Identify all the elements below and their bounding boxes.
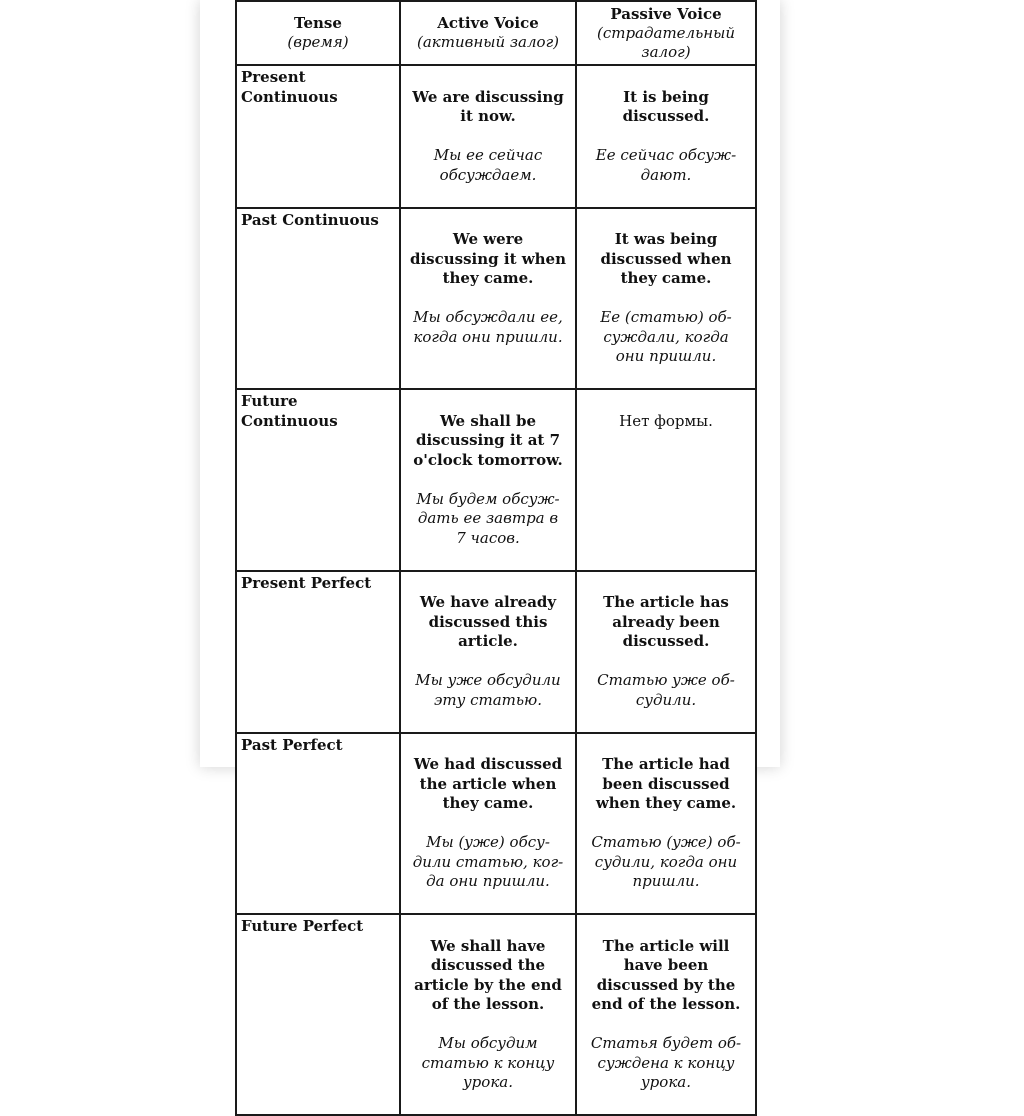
table-row [236, 389, 756, 571]
passive-english: It is being discussed. [622, 87, 710, 125]
active-english: We were discussing it when they came. [410, 230, 566, 287]
passive-russian: Ее (статью) об- суждали, когда они пришли. [600, 308, 732, 365]
header-tense [236, 1, 400, 65]
active-example [400, 733, 576, 915]
active-example [400, 208, 576, 390]
passive-example [576, 389, 756, 571]
passive-example [576, 733, 756, 915]
passive-russian: Статья будет об- суждена к концу урока. [590, 1034, 742, 1091]
table-row [236, 914, 756, 1115]
passive-english: The article had been discussed when they came. [595, 755, 737, 812]
passive-english: The article has already been discussed. [603, 593, 729, 650]
active-english: We have already discussed this article. [419, 593, 557, 650]
active-russian: Мы (уже) обсу- дили статью, ког- да они пришли. [412, 833, 564, 890]
tense-name: Past Perfect [236, 733, 400, 915]
passive-example [576, 571, 756, 733]
header-active-ru: (активный залог) [416, 33, 560, 51]
active-russian: Мы уже обсудили эту статью. [415, 671, 561, 709]
table-row [236, 571, 756, 733]
header-passive-ru: (страдательный залог) [596, 23, 736, 61]
header-tense-ru: (время) [287, 33, 349, 51]
passive-english: It was being discussed when they came. [600, 230, 732, 287]
active-example [400, 914, 576, 1115]
passive-russian: Статью (уже) об- судили, когда они пришли. [591, 833, 741, 890]
tense-name: Past Continuous [236, 208, 400, 390]
tense-name: Future Continuous [236, 389, 400, 571]
passive-russian: Ее сейчас обсуж- дают. [595, 146, 737, 184]
tense-voice-table [235, 0, 757, 1116]
active-english: We shall have discussed the article by the end of the lesson. [414, 936, 562, 1013]
passive-example [576, 65, 756, 208]
header-active [400, 1, 576, 65]
active-russian: Мы будем обсуж- дать ее завтра в 7 часов. [416, 489, 560, 547]
table-header-row [236, 1, 756, 65]
passive-example [576, 208, 756, 390]
active-example [400, 65, 576, 208]
active-english: We are discussing it now. [412, 87, 564, 125]
active-russian: Мы обсуждали ее, когда они пришли. [413, 308, 563, 346]
passive-russian: Статью уже об- судили. [597, 671, 735, 709]
passive-english: The article will have been discussed by the end of the lesson. [591, 936, 741, 1013]
header-active-en: Active Voice [437, 14, 539, 32]
passive-no-form: Нет формы. [619, 411, 713, 430]
header-passive [576, 1, 756, 65]
table-row [236, 208, 756, 390]
tense-name: Future Perfect [236, 914, 400, 1115]
header-tense-en: Tense [294, 14, 342, 32]
active-russian: Мы обсудим статью к концу урока. [421, 1034, 555, 1091]
tense-name: Present Perfect [236, 571, 400, 733]
table-row [236, 733, 756, 915]
header-passive-en: Passive Voice [610, 4, 722, 23]
active-example [400, 571, 576, 733]
active-russian: Мы ее сейчас обсуждаем. [433, 146, 543, 184]
active-example [400, 389, 576, 571]
passive-example [576, 914, 756, 1115]
active-english: We shall be discussing it at 7 o'clock tomorrow. [413, 411, 563, 469]
table-row [236, 65, 756, 208]
tense-name: Present Continuous [236, 65, 400, 208]
active-english: We had discussed the article when they came. [413, 755, 563, 812]
